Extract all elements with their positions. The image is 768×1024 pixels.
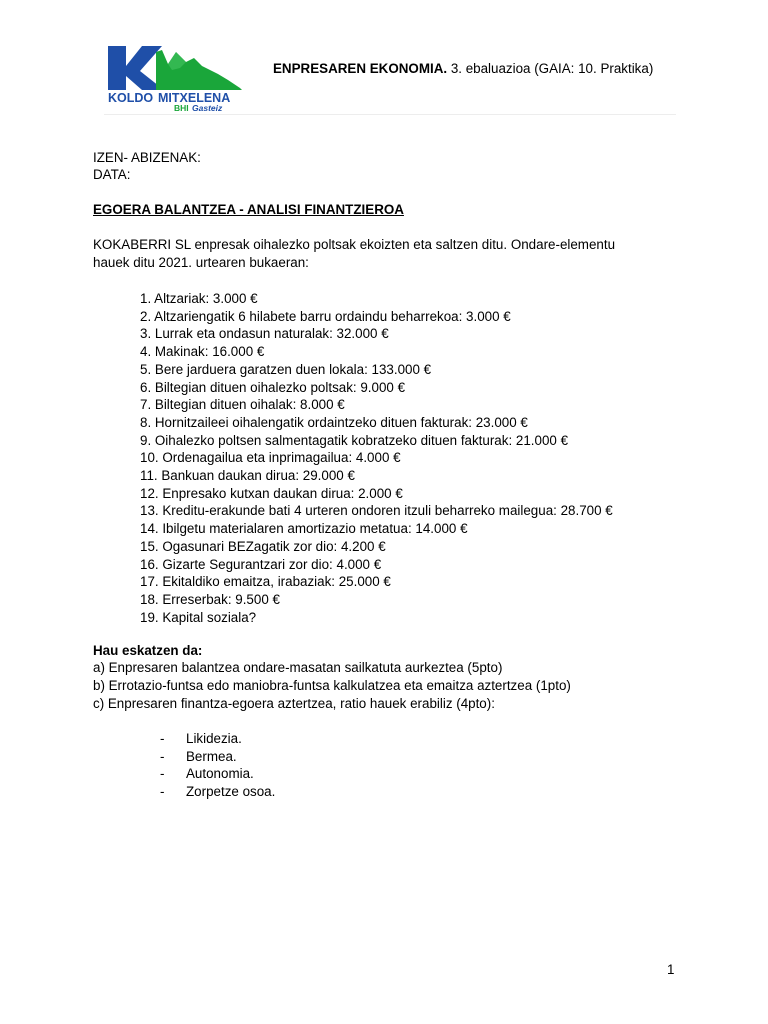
list-item: 9. Oihalezko poltsen salmentagatik kobratzeko dituen fakturak: 21.000 € [140, 432, 569, 448]
list-item: 2. Altzariengatik 6 hilabete barru ordaindu beharrekoa: 3.000 € [140, 308, 511, 324]
list-item: 5. Bere jarduera garatzen duen lokala: 133.000 € [140, 361, 432, 377]
list-item: 15. Ogasunari BEZagatik zor dio: 4.200 € [140, 538, 386, 554]
balance-items-list [140, 290, 613, 626]
intro-line-2: hauek ditu 2021. urtearen bukaeran: [93, 255, 309, 270]
ratio-label: Likidezia. [186, 731, 242, 746]
page-number: 1 [667, 962, 675, 977]
list-item: 16. Gizarte Segurantzari zor dio: 4.000 € [140, 556, 382, 572]
bullet-dash: - [160, 784, 165, 800]
ratio-item [160, 783, 275, 801]
task-c: c) Enpresaren finantza-egoera aztertzea, ratio hauek erabiliz (4pto): [93, 696, 495, 711]
ratio-item [160, 748, 275, 766]
date-label: DATA: [93, 167, 131, 182]
list-item: 12. Enpresako kutxan daukan dirua: 2.000 € [140, 485, 403, 501]
list-item: 4. Makinak: 16.000 € [140, 344, 265, 360]
header-title-bold: ENPRESAREN EKONOMIA. [273, 61, 448, 76]
ratio-label: Zorpetze osoa. [186, 784, 276, 800]
list-item: 8. Hornitzaileei oihalengatik ordaintzeko dituen fakturak: 23.000 € [140, 414, 528, 430]
logo-text-bhi: BHI [174, 103, 189, 112]
tasks-heading: Hau eskatzen da: [93, 643, 203, 658]
list-item: 14. Ibilgetu materialaren amortizazio metatua: 14.000 € [140, 521, 468, 537]
list-item: 13. Kreditu-erakunde bati 4 urteren ondoren itzuli beharreko mailegua: 28.700 € [140, 503, 613, 519]
header-divider [104, 114, 676, 115]
task-b: b) Errotazio-funtsa edo maniobra-funtsa kalkulatzea eta emaitza aztertzea (1pto) [93, 678, 571, 693]
logo-text-gasteiz: Gasteiz [192, 103, 223, 112]
school-logo [106, 44, 246, 112]
list-item: 10. Ordenagailua eta inprimagailua: 4.000 € [140, 450, 401, 466]
logo-text-koldo: KOLDO [108, 91, 154, 105]
list-item: 6. Biltegian dituen oihalezko poltsak: 9.000 € [140, 379, 406, 395]
ratio-label: Autonomia. [186, 766, 254, 782]
logo-text-mitxelena: MITXELENA [158, 91, 231, 105]
intro-line-1: KOKABERRI SL enpresak oihalezko poltsak ekoizten eta saltzen ditu. Ondare-elementu [93, 237, 616, 252]
ratio-item [160, 765, 275, 783]
list-item: 1. Altzariak: 3.000 € [140, 291, 258, 306]
name-label: IZEN- ABIZENAK: [93, 150, 201, 165]
list-item: 3. Lurrak eta ondasun naturalak: 32.000 € [140, 326, 389, 342]
ratio-item [160, 730, 275, 748]
list-item: 17. Ekitaldiko emaitza, irabaziak: 25.000 € [140, 574, 391, 590]
ratio-label: Bermea. [186, 748, 237, 764]
list-item: 19. Kapital soziala? [140, 609, 257, 625]
task-a: a) Enpresaren balantzea ondare-masatan sailkatuta aurkeztea (5pto) [93, 660, 503, 675]
header-title [273, 61, 653, 76]
list-item: 18. Erreserbak: 9.500 € [140, 591, 280, 607]
header-title-rest: 3. ebaluazioa (GAIA: 10. Praktika) [447, 61, 654, 76]
section-title: EGOERA BALANTZEA - ANALISI FINANTZIEROA [93, 202, 404, 217]
bullet-dash: - [160, 748, 165, 764]
ratio-list [160, 730, 275, 801]
list-item: 11. Bankuan daukan dirua: 29.000 € [140, 468, 355, 484]
bullet-dash: - [160, 731, 165, 746]
bullet-dash: - [160, 766, 165, 782]
list-item: 7. Biltegian dituen oihalak: 8.000 € [140, 397, 345, 413]
